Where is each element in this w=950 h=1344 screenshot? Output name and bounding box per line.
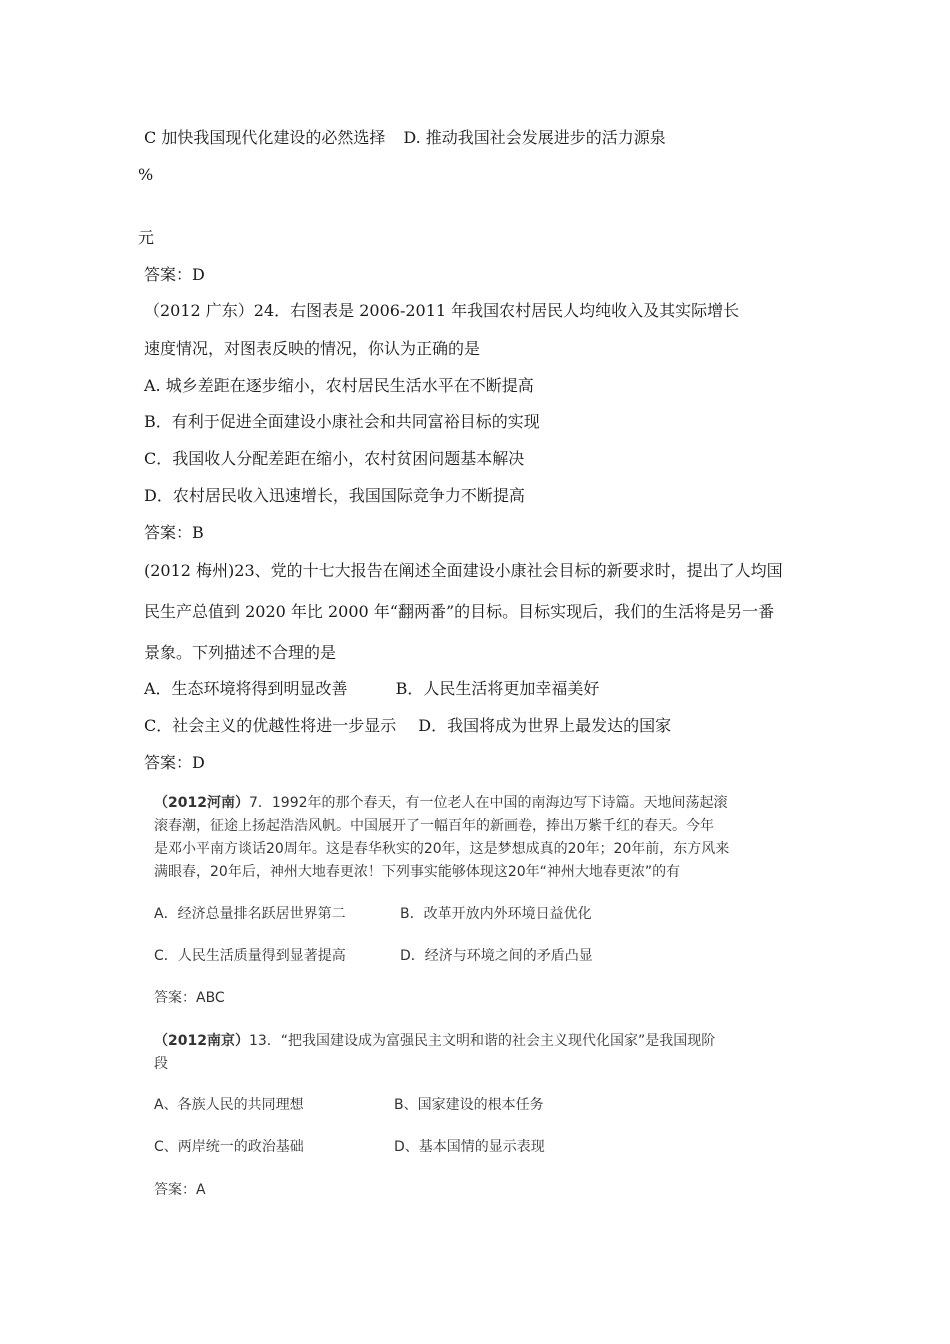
henan-stem-1-text: 7．1992年的那个春天，有一位老人在中国的南海边写下诗篇。天地间荡起滚 [248,795,728,811]
guangdong-stem-2: 速度情况，对图表反映的情况，你认为正确的是 [144,339,481,358]
answer-top: 答案：D [144,265,205,284]
meizhou-option-d: D．我国将成为世界上最发达的国家 [418,716,672,735]
henan-stem-4: 满眼春，20年后，神州大地春更浓！下列事实能够体现这20年“神州大地春更浓”的有 [154,864,681,880]
nanjing-option-c: C、两岸统一的政治基础 [154,1139,304,1155]
meizhou-answer: 答案：D [144,753,205,772]
henan-option-d: D．经济与环境之间的矛盾凸显 [400,948,593,964]
meizhou-options-cd [144,716,671,736]
nanjing-tag: （2012南京） [154,1033,249,1049]
guangdong-option-d: D．农村居民收入迅速增长，我国国际竞争力不断提高 [144,486,525,505]
guangdong-answer: 答案：B [144,523,204,542]
henan-option-c: C．人民生活质量得到显著提高 [154,948,346,964]
henan-options-cd [154,946,593,966]
henan-stem-3: 是邓小平南方谈话20周年。这是春华秋实的20年，这是梦想成真的20年；20年前，东方风来 [154,841,730,857]
henan-options-ab [154,904,592,924]
nanjing-option-b: B、国家建设的根本任务 [394,1097,544,1113]
nanjing-option-a: A、各族人民的共同理想 [154,1097,304,1113]
meizhou-option-b: B．人民生活将更加幸福美好 [395,679,600,698]
guangdong-option-a: A. 城乡差距在逐步缩小，农村居民生活水平在不断提高 [144,376,534,395]
guangdong-option-c: C．我国收人分配差距在缩小，农村贫困问题基本解决 [144,449,525,468]
meizhou-stem-1: (2012 梅州)23、党的十七大报告在阐述全面建设小康社会目标的新要求时，提出了人均国 [144,561,783,580]
henan-option-b: B．改革开放内外环境日益优化 [400,906,592,922]
option-c: C 加快我国现代化建设的必然选择 [144,128,386,147]
nanjing-option-d: D、基本国情的显示表现 [394,1139,545,1155]
henan-answer: 答案：ABC [154,990,225,1006]
nanjing-stem-1-text: 13．“把我国建设成为富强民主文明和谐的社会主义现代化国家”是我国现阶 [248,1033,716,1049]
percent-sign: % [138,165,154,184]
yuan-text: 元 [138,228,155,247]
nanjing-answer: 答案：A [154,1182,206,1198]
option-d: D. 推动我国社会发展进步的活力源泉 [403,128,666,147]
henan-option-a: A．经济总量排名跃居世界第二 [154,906,346,922]
henan-tag: （2012河南） [154,795,249,811]
nanjing-stem-2: 段 [154,1056,168,1072]
nanjing-stem-1 [154,1031,715,1051]
meizhou-stem-2: 民生产总值到 2020 年比 2000 年“翻两番”的目标。目标实现后，我们的生活将是另一番 [144,602,775,621]
nanjing-options-cd [154,1137,545,1157]
guangdong-option-b: B．有利于促进全面建设小康社会和共同富裕目标的实现 [144,412,540,431]
meizhou-option-c: C．社会主义的优越性将进一步显示 [144,716,397,735]
guangdong-stem-1: （2012 广东）24．右图表是 2006-2011 年我国农村居民人均纯收入及其实际增长 [144,301,740,320]
henan-stem-1 [154,793,728,813]
meizhou-option-a: A．生态环境将得到明显改善 [144,679,348,698]
meizhou-stem-3: 景象。下列描述不合理的是 [144,643,337,662]
option-c-line [144,128,666,148]
henan-stem-2: 滚春潮，征途上扬起浩浩风帆。中国展开了一幅百年的新画卷，捧出万紫千红的春天。今年 [154,818,714,834]
meizhou-options-ab [144,679,599,699]
nanjing-options-ab [154,1095,544,1115]
